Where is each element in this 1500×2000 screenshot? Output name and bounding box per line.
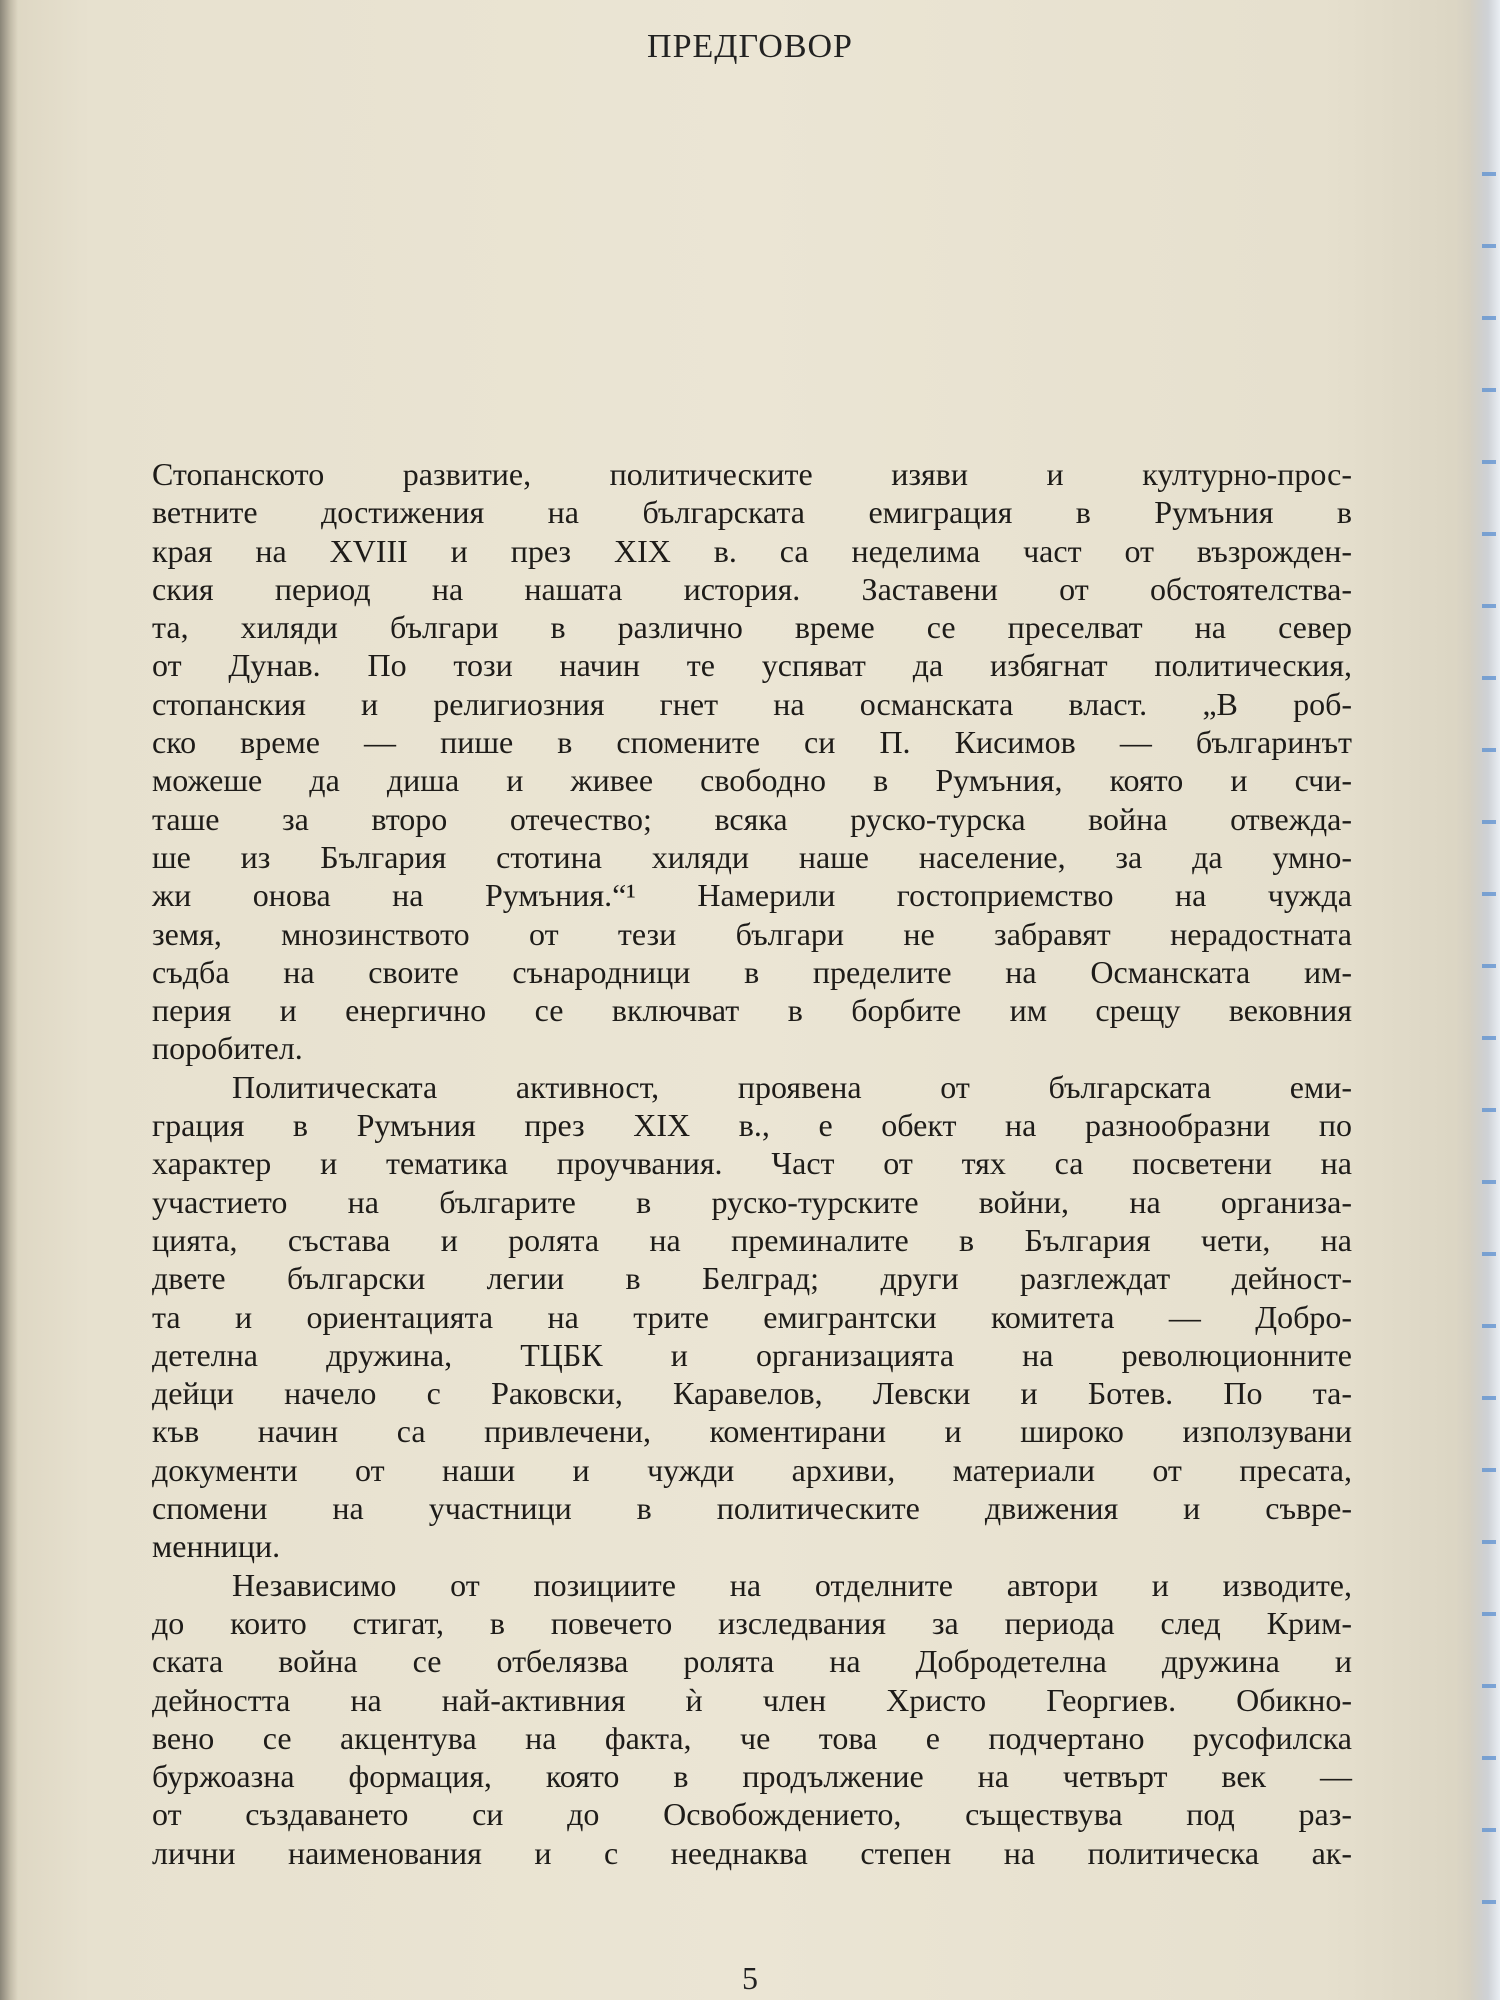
text-line: таше за второ отечество; всяка руско-турска война отвежда-: [152, 800, 1352, 837]
text-line: ше из България стотина хиляди наше население, за да умно-: [152, 838, 1352, 875]
page-number: 5: [742, 1960, 758, 1996]
text-line: съдба на своите сънародници в пределите на Османската им-: [152, 953, 1352, 990]
text-line: ската война се отбелязва ролята на Добродетелна дружина и: [152, 1643, 1352, 1680]
background-ruled-notebook: [1482, 120, 1496, 1920]
text-line: ския период на нашата история. Заставени от обстоятелства-: [152, 570, 1352, 607]
text-line: участието на българите в руско-турските войни, на организа-: [152, 1183, 1352, 1220]
text-line: можеше да диша и живее свободно в Румъния, която и счи-: [152, 762, 1352, 799]
text-line: края на XVIII и през XIX в. са неделима част от възрожден-: [152, 532, 1352, 569]
text-line: от Дунав. По този начин те успяват да избягнат политическия,: [152, 647, 1352, 684]
text-line: лични наименования и с нееднаква степен на политическа ак-: [152, 1834, 1352, 1871]
binding-shadow: [0, 0, 18, 2000]
text-line: къв начин са привлечени, коментирани и широко използувани: [152, 1413, 1352, 1450]
text-line: детелна дружина, ТЦБК и организацията на революционните: [152, 1336, 1352, 1373]
text-line: от създаването си до Освобождението, съществува под раз-: [152, 1796, 1352, 1833]
page-heading: ПРЕДГОВОР: [647, 28, 853, 65]
text-line: стопанския и религиозния гнет на османската власт. „В роб-: [152, 685, 1352, 722]
text-line: до които стигат, в повечето изследвания за периода след Крим-: [152, 1604, 1352, 1641]
text-line: характер и тематика проучвания. Част от тях са посветени на: [152, 1145, 1352, 1182]
text-line: ветните достижения на българската емиграция в Румъния в: [152, 494, 1352, 531]
text-line: буржоазна формация, която в продължение на четвърт век —: [152, 1758, 1352, 1795]
text-line: двете български легии в Белград; други разглеждат дейност-: [152, 1260, 1352, 1297]
text-line: грация в Румъния през XIX в., е обект на разнообразни по: [152, 1107, 1352, 1144]
text-line: та и ориентацията на трите емигрантски комитета — Добро-: [152, 1298, 1352, 1335]
text-line: документи от наши и чужди архиви, материали от пресата,: [152, 1451, 1352, 1488]
body-text: [152, 455, 1352, 1872]
text-line: поробител.: [152, 1030, 303, 1067]
text-line: ско време — пише в спомените си П. Кисимов — българинът: [152, 724, 1352, 761]
text-line: менници.: [152, 1528, 281, 1565]
text-line: спомени на участници в политическите движения и съвре-: [152, 1490, 1352, 1527]
text-line: жи онова на Румъния.“¹ Намерили гостоприемство на чужда: [152, 877, 1352, 914]
text-line: та, хиляди българи в различно време се преселват на север: [152, 609, 1352, 646]
text-line: Политическата активност, проявена от българската еми-: [232, 1068, 1352, 1105]
text-line: дейци начело с Раковски, Каравелов, Левски и Ботев. По та-: [152, 1375, 1352, 1412]
text-line: цията, състава и ролята на преминалите в България чети, на: [152, 1221, 1352, 1258]
text-line: дейността на най-активния ѝ член Христо Георгиев. Обикно-: [152, 1681, 1352, 1718]
text-line: вено се акцентува на факта, че това е подчертано русофилска: [152, 1719, 1352, 1756]
text-line: земя, мнозинството от тези българи не забравят нерадостната: [152, 915, 1352, 952]
text-line: Стопанското развитие, политическите изяви и културно-прос-: [152, 456, 1352, 492]
text-line: Независимо от позициите на отделните автори и изводите,: [232, 1566, 1352, 1603]
text-line: перия и енергично се включват в борбите им срещу вековния: [152, 992, 1352, 1029]
